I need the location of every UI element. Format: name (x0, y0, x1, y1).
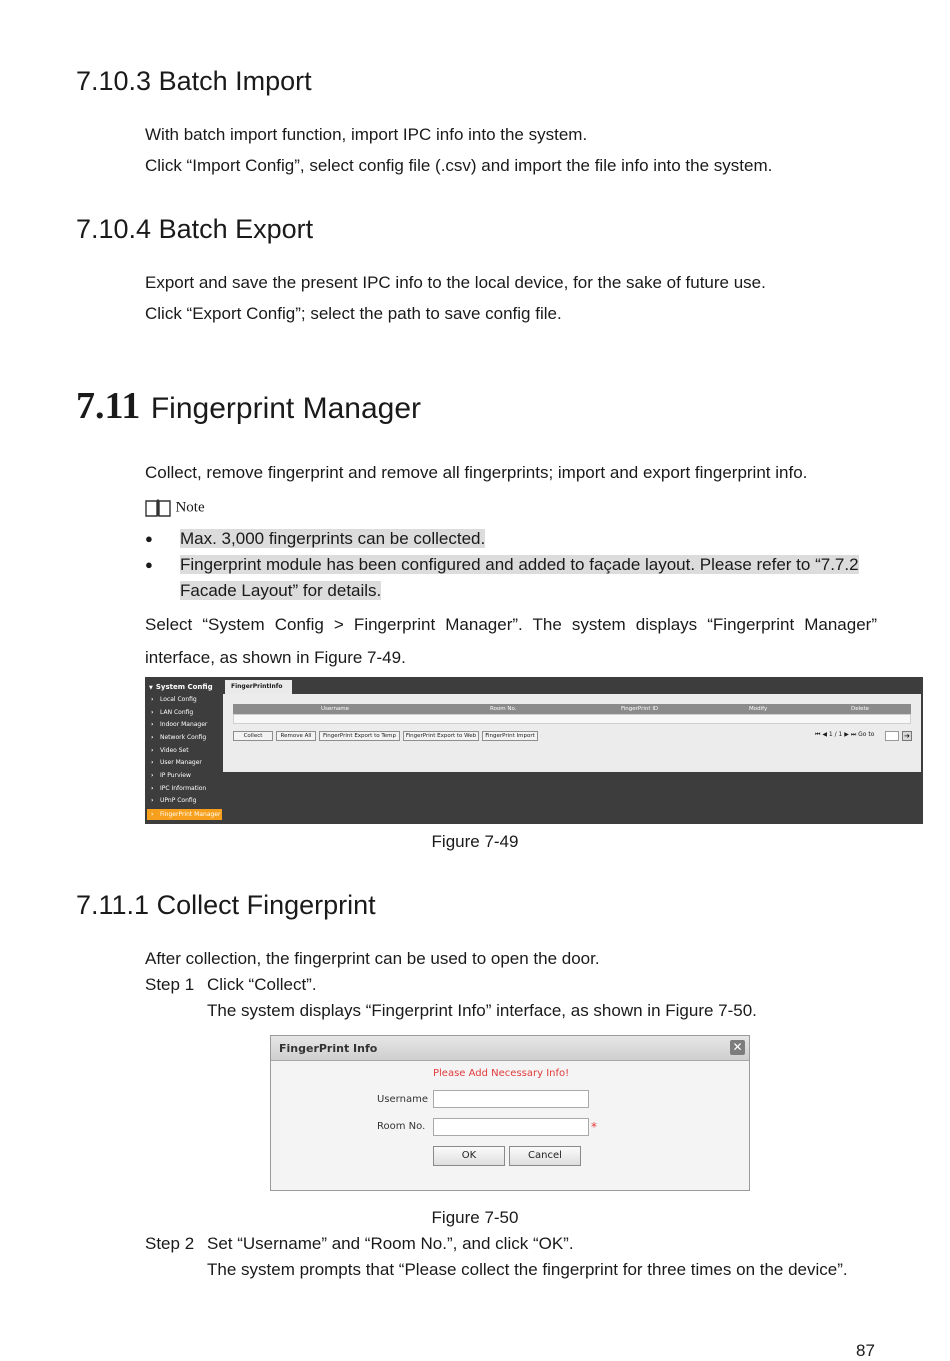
chevron-right-icon: › (151, 772, 154, 779)
heading-7-11 (76, 384, 421, 428)
chevron-right-icon: › (151, 747, 154, 754)
step-label: Step 1 (145, 975, 195, 994)
note-label: Note (175, 499, 205, 516)
export-to-temp-button[interactable]: FingerPrint Export to Temp (319, 731, 400, 741)
column-header: FingerPrint ID (621, 706, 659, 712)
last-page-icon[interactable]: ⏭ (850, 731, 857, 738)
remove-all-button[interactable]: Remove All (276, 731, 316, 741)
chapter-number: 7.11 (76, 385, 141, 427)
heading-7-10-4: 7.10.4 Batch Export (76, 214, 314, 244)
sidebar-item-user-manager[interactable]: › User Manager (151, 759, 202, 766)
step-text: Click “Collect”. (207, 975, 317, 994)
paragraph: Export and save the present IPC info to the local device, for the sake of future use. (145, 273, 766, 292)
chevron-right-icon: › (151, 797, 154, 804)
cancel-button[interactable]: Cancel (509, 1146, 581, 1166)
paragraph: Click “Export Config”; select the path to save config file. (145, 304, 562, 323)
ok-button[interactable]: OK (433, 1146, 505, 1166)
table-header (233, 704, 911, 714)
collapse-icon: ▼ (149, 685, 153, 691)
sidebar-header: ▼ System Config (149, 683, 213, 691)
fingerprint-panel (223, 694, 921, 772)
bullet-text: Facade Layout” for details. (180, 581, 382, 600)
paragraph: Collect, remove fingerprint and remove all fingerprints; import and export fingerprint info. (145, 463, 808, 482)
step-text: Set “Username” and “Room No.”, and click “OK”. (207, 1234, 574, 1253)
dialog-title: FingerPrint Info (279, 1042, 378, 1055)
chevron-right-icon: › (151, 785, 154, 792)
column-header: Username (321, 706, 350, 712)
sidebar-item-local-config[interactable]: › Local Config (151, 696, 197, 703)
paragraph: Select “System Config > Fingerprint Manager”. The system displays “Fingerprint Manager” (145, 615, 877, 634)
sidebar-item-upnp-config[interactable]: › UPnP Config (151, 797, 197, 804)
chevron-right-icon: › (151, 721, 154, 728)
paragraph: After collection, the fingerprint can be used to open the door. (145, 949, 600, 968)
close-icon[interactable]: ✕ (730, 1040, 745, 1055)
figure-7-49-fingerprint-manager (145, 677, 923, 824)
chevron-right-icon: › (151, 709, 154, 716)
prev-page-icon[interactable]: ◀ (822, 731, 827, 738)
room-no-input[interactable] (433, 1118, 589, 1136)
column-header: Delete (851, 706, 870, 712)
bullet-item (180, 555, 859, 575)
step-subtext: The system displays “Fingerprint Info” interface, as shown in Figure 7-50. (207, 1001, 757, 1020)
required-mark: * (591, 1120, 597, 1134)
bullet-icon: ● (145, 531, 153, 546)
fingerprint-import-button[interactable]: FingerPrint Import (482, 731, 538, 741)
pagination (815, 731, 874, 739)
page-number: 87 (856, 1341, 875, 1360)
tab-fingerprint-info[interactable]: FingerPrintInfo (225, 680, 292, 694)
collect-button[interactable]: Collect (233, 731, 273, 741)
username-label: Username (377, 1094, 428, 1105)
heading-7-11-1: 7.11.1 Collect Fingerprint (76, 890, 376, 920)
column-header: Room No. (490, 706, 517, 712)
chevron-right-icon: › (151, 811, 154, 818)
note-label-row (145, 498, 205, 518)
first-page-icon[interactable]: ⏮ (815, 731, 821, 738)
paragraph: interface, as shown in Figure 7-49. (145, 648, 406, 667)
step-label: Step 2 (145, 1234, 195, 1253)
bullet-text: Max. 3,000 fingerprints can be collected. (180, 529, 486, 548)
export-to-web-button[interactable]: FingerPrint Export to Web (403, 731, 479, 741)
chevron-right-icon: › (151, 734, 154, 741)
sidebar-item-fingerprint-manager[interactable]: › FingerPrint Manager (147, 809, 222, 820)
sidebar-item-ip-purview[interactable]: › IP Purview (151, 772, 191, 779)
sidebar-item-network-config[interactable]: › Network Config (151, 734, 207, 741)
chapter-title: Fingerprint Manager (150, 392, 421, 425)
figure-caption: Figure 7-50 (431, 1208, 519, 1227)
warning-message: Please Add Necessary Info! (433, 1068, 570, 1079)
paragraph: Click “Import Config”, select config file (.csv) and import the file info into the system. (145, 156, 773, 175)
column-header: Modify (749, 706, 768, 712)
book-icon (145, 498, 171, 518)
chevron-right-icon: › (151, 759, 154, 766)
bullet-icon: ● (145, 557, 153, 572)
chevron-right-icon: › (151, 696, 154, 703)
sidebar-item-ipc-information[interactable]: › IPC Information (151, 785, 207, 792)
heading-7-10-3: 7.10.3 Batch Import (76, 66, 312, 96)
username-input[interactable] (433, 1090, 589, 1108)
goto-label: Go to (858, 731, 875, 738)
step-subtext: The system prompts that “Please collect the fingerprint for three times on the device”. (207, 1260, 848, 1279)
sidebar-item-lan-config[interactable]: › LAN Config (151, 709, 194, 716)
bullet-text: Fingerprint module has been configured and added to façade layout. Please refer to “7.7.2 (180, 555, 859, 574)
sidebar-item-video-set[interactable]: › Video Set (151, 747, 189, 754)
figure-7-50-fingerprint-info-dialog (270, 1035, 750, 1191)
paragraph: With batch import function, import IPC info into the system. (145, 125, 588, 144)
next-page-icon[interactable]: ▶ (844, 731, 849, 738)
bullet-item (180, 529, 485, 549)
sidebar-item-indoor-manager[interactable]: › Indoor Manager (151, 721, 208, 728)
goto-page-input[interactable] (885, 731, 899, 741)
room-no-label: Room No. (377, 1121, 426, 1132)
goto-button-icon[interactable]: ➔ (902, 731, 912, 741)
bullet-item-continued (180, 581, 381, 601)
page-indicator: 1 / 1 (828, 731, 843, 738)
table-body (233, 714, 911, 724)
figure-caption: Figure 7-49 (431, 832, 519, 851)
